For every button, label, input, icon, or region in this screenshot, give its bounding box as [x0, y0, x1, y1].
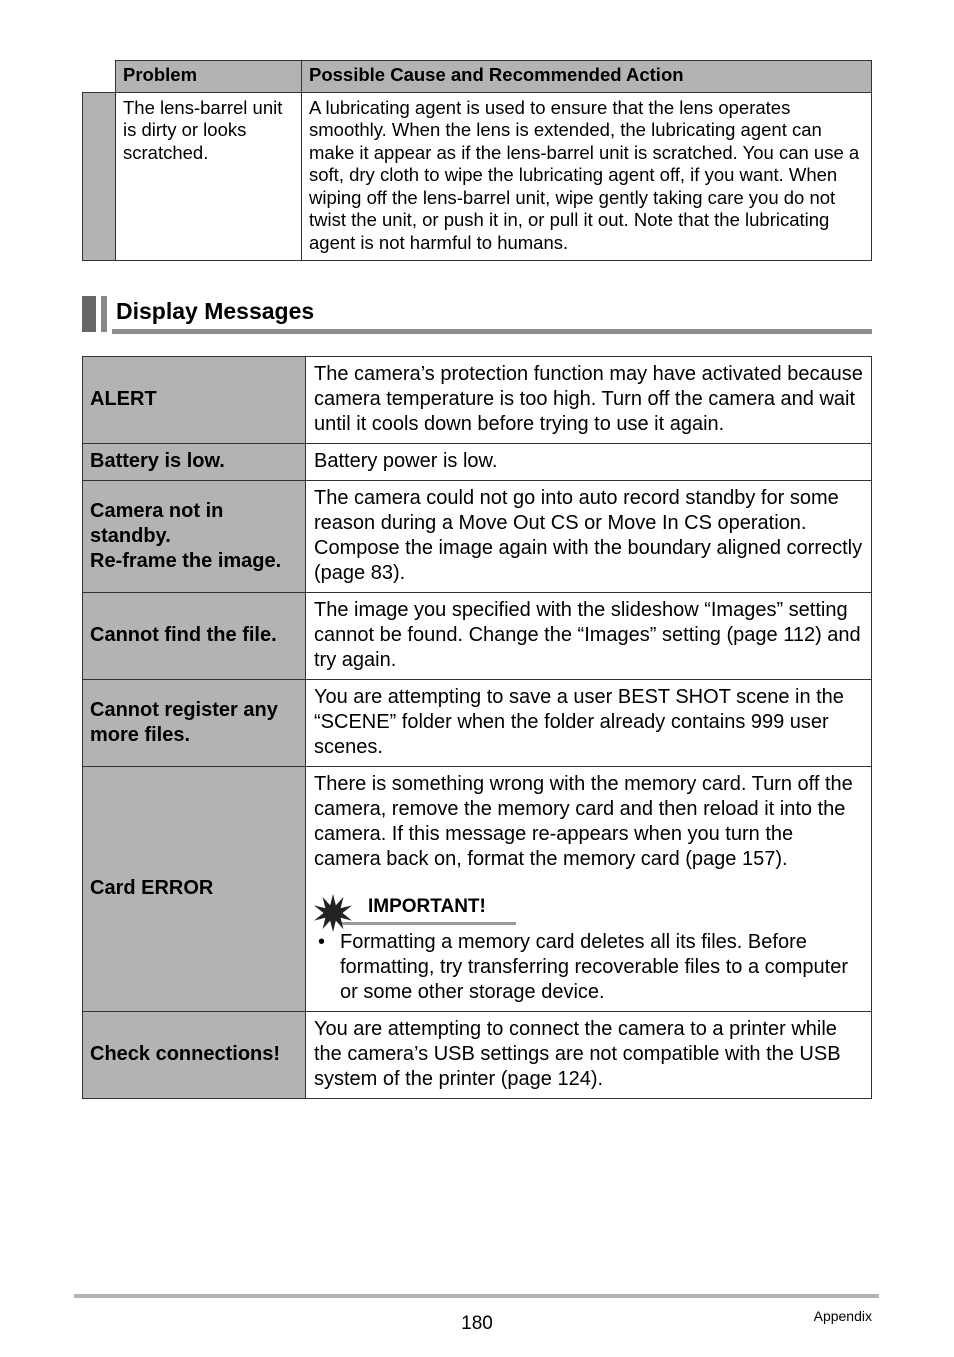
header-problem: Problem — [116, 61, 302, 93]
description-cell — [306, 767, 872, 1012]
description-cell: The camera could not go into auto record standby for some reason during a Move Out CS or Move In CS operation. Compose the image again with the boundary aligned correctly (page 83). — [306, 481, 872, 593]
list-item — [314, 930, 863, 1005]
description-cell: You are attempting to connect the camera to a printer while the camera’s USB settings are not compatible with the USB system of the printer (page 124). — [306, 1012, 872, 1099]
burst-icon — [314, 894, 352, 932]
problem-cell: The lens-barrel unit is dirty or looks scratched. — [116, 92, 302, 261]
section-name: Appendix — [813, 1308, 872, 1324]
table-row — [83, 92, 872, 261]
table-row — [83, 680, 872, 767]
table-row — [83, 481, 872, 593]
table-row — [83, 1012, 872, 1099]
message-cell — [83, 481, 306, 593]
message-cell: Check connections! — [83, 1012, 306, 1099]
message-cell: Card ERROR — [83, 767, 306, 1012]
description-cell: The camera’s protection function may have activated because camera temperature is too high. Turn off the camera and wait until it cools down before trying to use it again. — [306, 357, 872, 444]
heading-rule — [112, 329, 872, 334]
description-cell: You are attempting to save a user BEST SHOT scene in the “SCENE” folder when the folder already contains 999 user scenes. — [306, 680, 872, 767]
header-action: Possible Cause and Recommended Action — [302, 61, 872, 93]
table-row — [83, 767, 872, 1012]
heading-bar-icon — [82, 296, 96, 332]
troubleshooting-table — [82, 60, 872, 261]
footer-rule — [74, 1294, 879, 1298]
header-spacer — [83, 61, 116, 93]
troubleshooting-header-row — [83, 61, 872, 93]
section-heading — [82, 296, 872, 334]
action-cell: A lubricating agent is used to ensure that the lens operates smoothly. When the lens is extended, the lubricating agent can make it appear as if the lens-barrel unit is scratched. You can use a soft, dry cloth to wipe the lubricating agent off, if you want. When wiping off the lens-barrel unit, wipe gently taking care you do not twist the unit, or push it in, or pull it out. Note that the lubricating agent is not harmful to humans. — [302, 92, 872, 261]
heading-bar-icon — [101, 296, 107, 332]
message-cell: Cannot find the file. — [83, 593, 306, 680]
bullet-icon: • — [318, 931, 326, 953]
table-row — [83, 357, 872, 444]
page-number: 180 — [461, 1313, 493, 1334]
message-cell: ALERT — [83, 357, 306, 444]
description-cell: The image you specified with the slideshow “Images” setting cannot be found. Change the “Images” setting (page 112) and try again. — [306, 593, 872, 680]
message-line: Re-frame the image. — [90, 549, 282, 572]
display-messages-table — [82, 356, 872, 1099]
message-cell: Cannot register any more files. — [83, 680, 306, 767]
description-cell: Battery power is low. — [306, 444, 872, 481]
important-label: IMPORTANT! — [368, 896, 486, 917]
bullet-text: Formatting a memory card deletes all its files. Before formatting, try transferring recoverable files to a computer or some other storage device. — [340, 931, 848, 1003]
important-callout — [314, 894, 863, 928]
section-title: Display Messages — [116, 298, 315, 324]
important-underline — [342, 922, 516, 925]
row-marker — [83, 92, 116, 261]
description-text: There is something wrong with the memory card. Turn off the camera, remove the memory card and then reload it into the camera. If this message re-appears when you turn the camera back on, format the memory card (page 157). — [314, 773, 853, 870]
message-line: Camera not in standby. — [90, 499, 224, 547]
table-row — [83, 593, 872, 680]
table-row — [83, 444, 872, 481]
message-cell: Battery is low. — [83, 444, 306, 481]
